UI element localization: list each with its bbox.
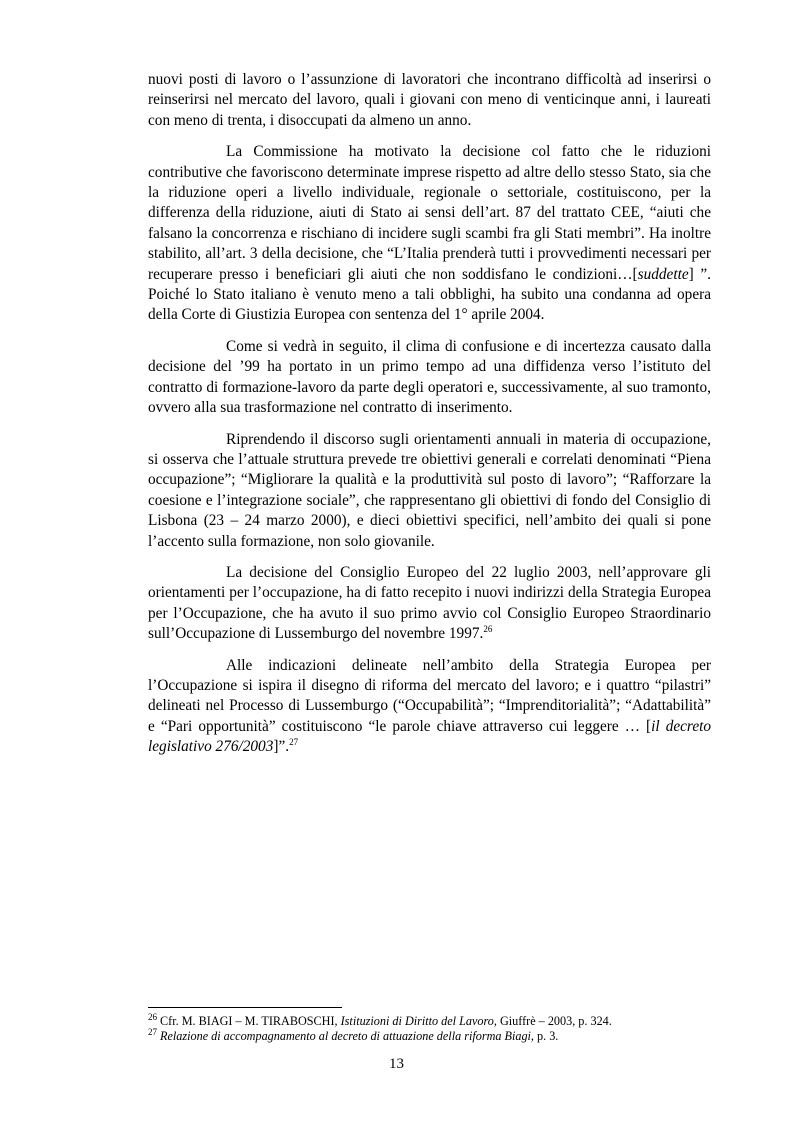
- footnote-ref-26[interactable]: 26: [483, 624, 493, 635]
- document-body: [148, 70, 711, 769]
- footnote-26: [148, 1011, 711, 1029]
- paragraph-5: [148, 563, 711, 645]
- footnote-italic-text: Relazione di accompagnamento al decreto di attuazione della riforma Biagi,: [160, 1028, 534, 1043]
- paragraph-text: ]”.: [273, 738, 290, 756]
- paragraph-text: Come si vedrà in seguito, il clima di confusione e di incertezza causato dalla decisione del ’99 ha portato in un primo tempo ad una diffidenza verso l’istituto del contratto di formazione-lavoro da parte degli operatori e, successivamente, al suo tramonto, ovvero alla sua trasformazione nel contratto di inserimento.: [148, 337, 711, 417]
- paragraph-text: La Commissione ha motivato la decisione col fatto che le riduzioni contributive che favoriscono determinate imprese rispetto ad altre dello stesso Stato, sia che la riduzione operi a livello individuale, regionale o settoriale, costituiscono, per la differenza della riduzione, aiuti di Stato ai sensi dell’art. 87 del trattato CEE, “aiuti che falsano la concorrenza e rischiano di incidere sugli scambi fra gli Stati membri”. Ha inoltre stabilito, all’art. 3 della decisione, che “L’Italia prenderà tutti i provvedimenti necessari per recuperare presso i beneficiari gli aiuti che non soddisfano le condizioni…[: [148, 143, 711, 283]
- footnote-number: 26: [148, 1011, 157, 1022]
- paragraph-1: [148, 70, 711, 131]
- page-number: 13: [389, 1056, 404, 1072]
- paragraph-text: ] ”. Poiché lo Stato italiano è venuto meno a tali obblighi, ha subito una condanna ad opera della Corte di Giustizia Europea con sentenza del 1° aprile 2004.: [148, 265, 711, 324]
- paragraph-text: Alle indicazioni delineate nell’ambito della Strategia Europea per l’Occupazione si ispira il disegno di riforma del mercato del lavoro; e i quattro “pilastri” delineati nel Processo di Lussemburgo (“Occupabilità”; “Imprenditorialità”; “Adattabilità” e “Pari opportunità” costituiscono “le parole chiave attraverso cui leggere … [: [148, 656, 711, 735]
- paragraph-3: [148, 337, 711, 419]
- paragraph-text: nuovi posti di lavoro o l’assunzione di lavoratori che incontrano difficoltà ad inserirsi o reinserirsi nel mercato del lavoro, quali i giovani con meno di venticinque anni, i laureati con meno di trenta, i disoccupati da almeno un anno.: [148, 71, 711, 129]
- footnote-divider: [148, 1007, 342, 1008]
- paragraph-text: La decisione del Consiglio Europeo del 22 luglio 2003, nell’approvare gli orientamenti per l’occupazione, ha di fatto recepito i nuovi indirizzi della Strategia Europea per l’Occupazione, che ha avuto il suo primo avvio col Consiglio Europeo Straordinario sull’Occupazione di Lussemburgo del novembre 1997.: [148, 563, 711, 643]
- italic-text: il decreto legislativo 276/2003: [148, 717, 712, 756]
- paragraph-6: [148, 656, 711, 758]
- footnotes: [148, 1007, 711, 1043]
- footnote-text: p. 3.: [533, 1028, 559, 1043]
- paragraph-2: [148, 142, 711, 326]
- footnote-ref-27[interactable]: 27: [289, 737, 299, 748]
- paragraph-4: [148, 430, 711, 552]
- footnote-italic-text: Istituzioni di Diritto del Lavoro,: [340, 1014, 497, 1028]
- footnote-text: Giuffrè – 2003, p. 324.: [496, 1014, 612, 1028]
- paragraph-text: Riprendendo il discorso sugli orientamenti annuali in materia di occupazione, si osserva che l’attuale struttura prevede tre obiettivi generali e correlati denominati “Piena occupazione”; “Migliorare la qualità e la produttività sul posto di lavoro”; “Rafforzare la coesione e l’integrazione sociale”, che rappresentano gli obiettivi di fondo del Consiglio di Lisbona (23 – 24 marzo 2000), e dieci obiettivi specifici, nell’ambito dei quali si pone l’accento sulla formazione, non solo giovanile.: [148, 430, 711, 550]
- footnote-number: 27: [148, 1026, 157, 1037]
- italic-text: suddette: [637, 265, 689, 283]
- footnote-text: Cfr. M. BIAGI – M. TIRABOSCHI,: [157, 1014, 341, 1028]
- footnote-27: [148, 1026, 711, 1044]
